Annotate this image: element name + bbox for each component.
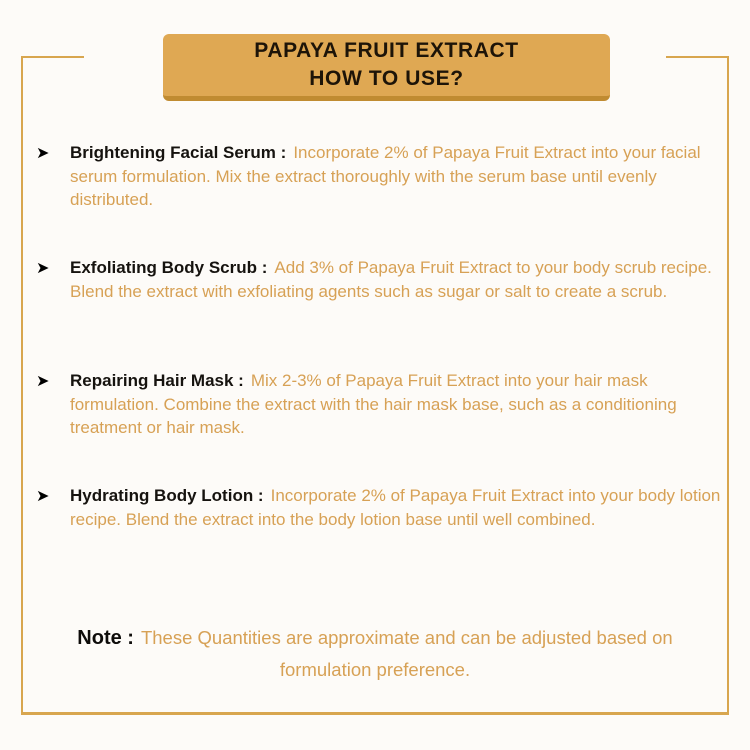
usage-item-exfoliating-body-scrub (36, 256, 730, 303)
note-text: These Quantities are approximate and can be adjusted based on formulation preference. (140, 627, 673, 680)
usage-item-repairing-hair-mask (36, 369, 730, 440)
arrowhead-bullet-icon: ➤ (36, 143, 50, 162)
usage-item-text (70, 484, 730, 531)
usage-item-description: Incorporate 2% of Papaya Fruit Extract into your facial serum formulation. Mix the extract thoroughly with the serum base until evenly distributed. (70, 143, 701, 209)
usage-item-label: Brightening Facial Serum : (70, 143, 287, 162)
arrowhead-bullet-icon: ➤ (36, 486, 50, 505)
title-line-1: PAPAYA FRUIT EXTRACT (254, 39, 519, 62)
usage-item-description: Add 3% of Papaya Fruit Extract to your body scrub recipe. Blend the extract with exfoliating agents such as sugar or salt to create a scrub. (70, 258, 712, 301)
usage-item-brightening-facial-serum (36, 141, 730, 212)
usage-item-label: Exfoliating Body Scrub : (70, 258, 268, 277)
arrowhead-bullet-icon: ➤ (36, 258, 50, 277)
title-line-2: HOW TO USE? (309, 67, 464, 90)
usage-item-hydrating-body-lotion (36, 484, 730, 531)
title-banner (163, 34, 610, 101)
note-section (32, 622, 718, 686)
arrowhead-bullet-icon: ➤ (36, 371, 50, 390)
usage-item-label: Repairing Hair Mask : (70, 371, 244, 390)
usage-item-description: Mix 2-3% of Papaya Fruit Extract into your hair mask formulation. Combine the extract with the hair mask base, such as a conditioning treatment or hair mask. (70, 371, 677, 437)
usage-item-text (70, 369, 730, 440)
usage-item-text (70, 141, 730, 212)
usage-item-description: Incorporate 2% of Papaya Fruit Extract into your body lotion recipe. Blend the extract into the body lotion base until well combined. (70, 486, 721, 529)
note-label: Note : (77, 627, 134, 649)
usage-item-label: Hydrating Body Lotion : (70, 486, 264, 505)
usage-item-text (70, 256, 730, 303)
